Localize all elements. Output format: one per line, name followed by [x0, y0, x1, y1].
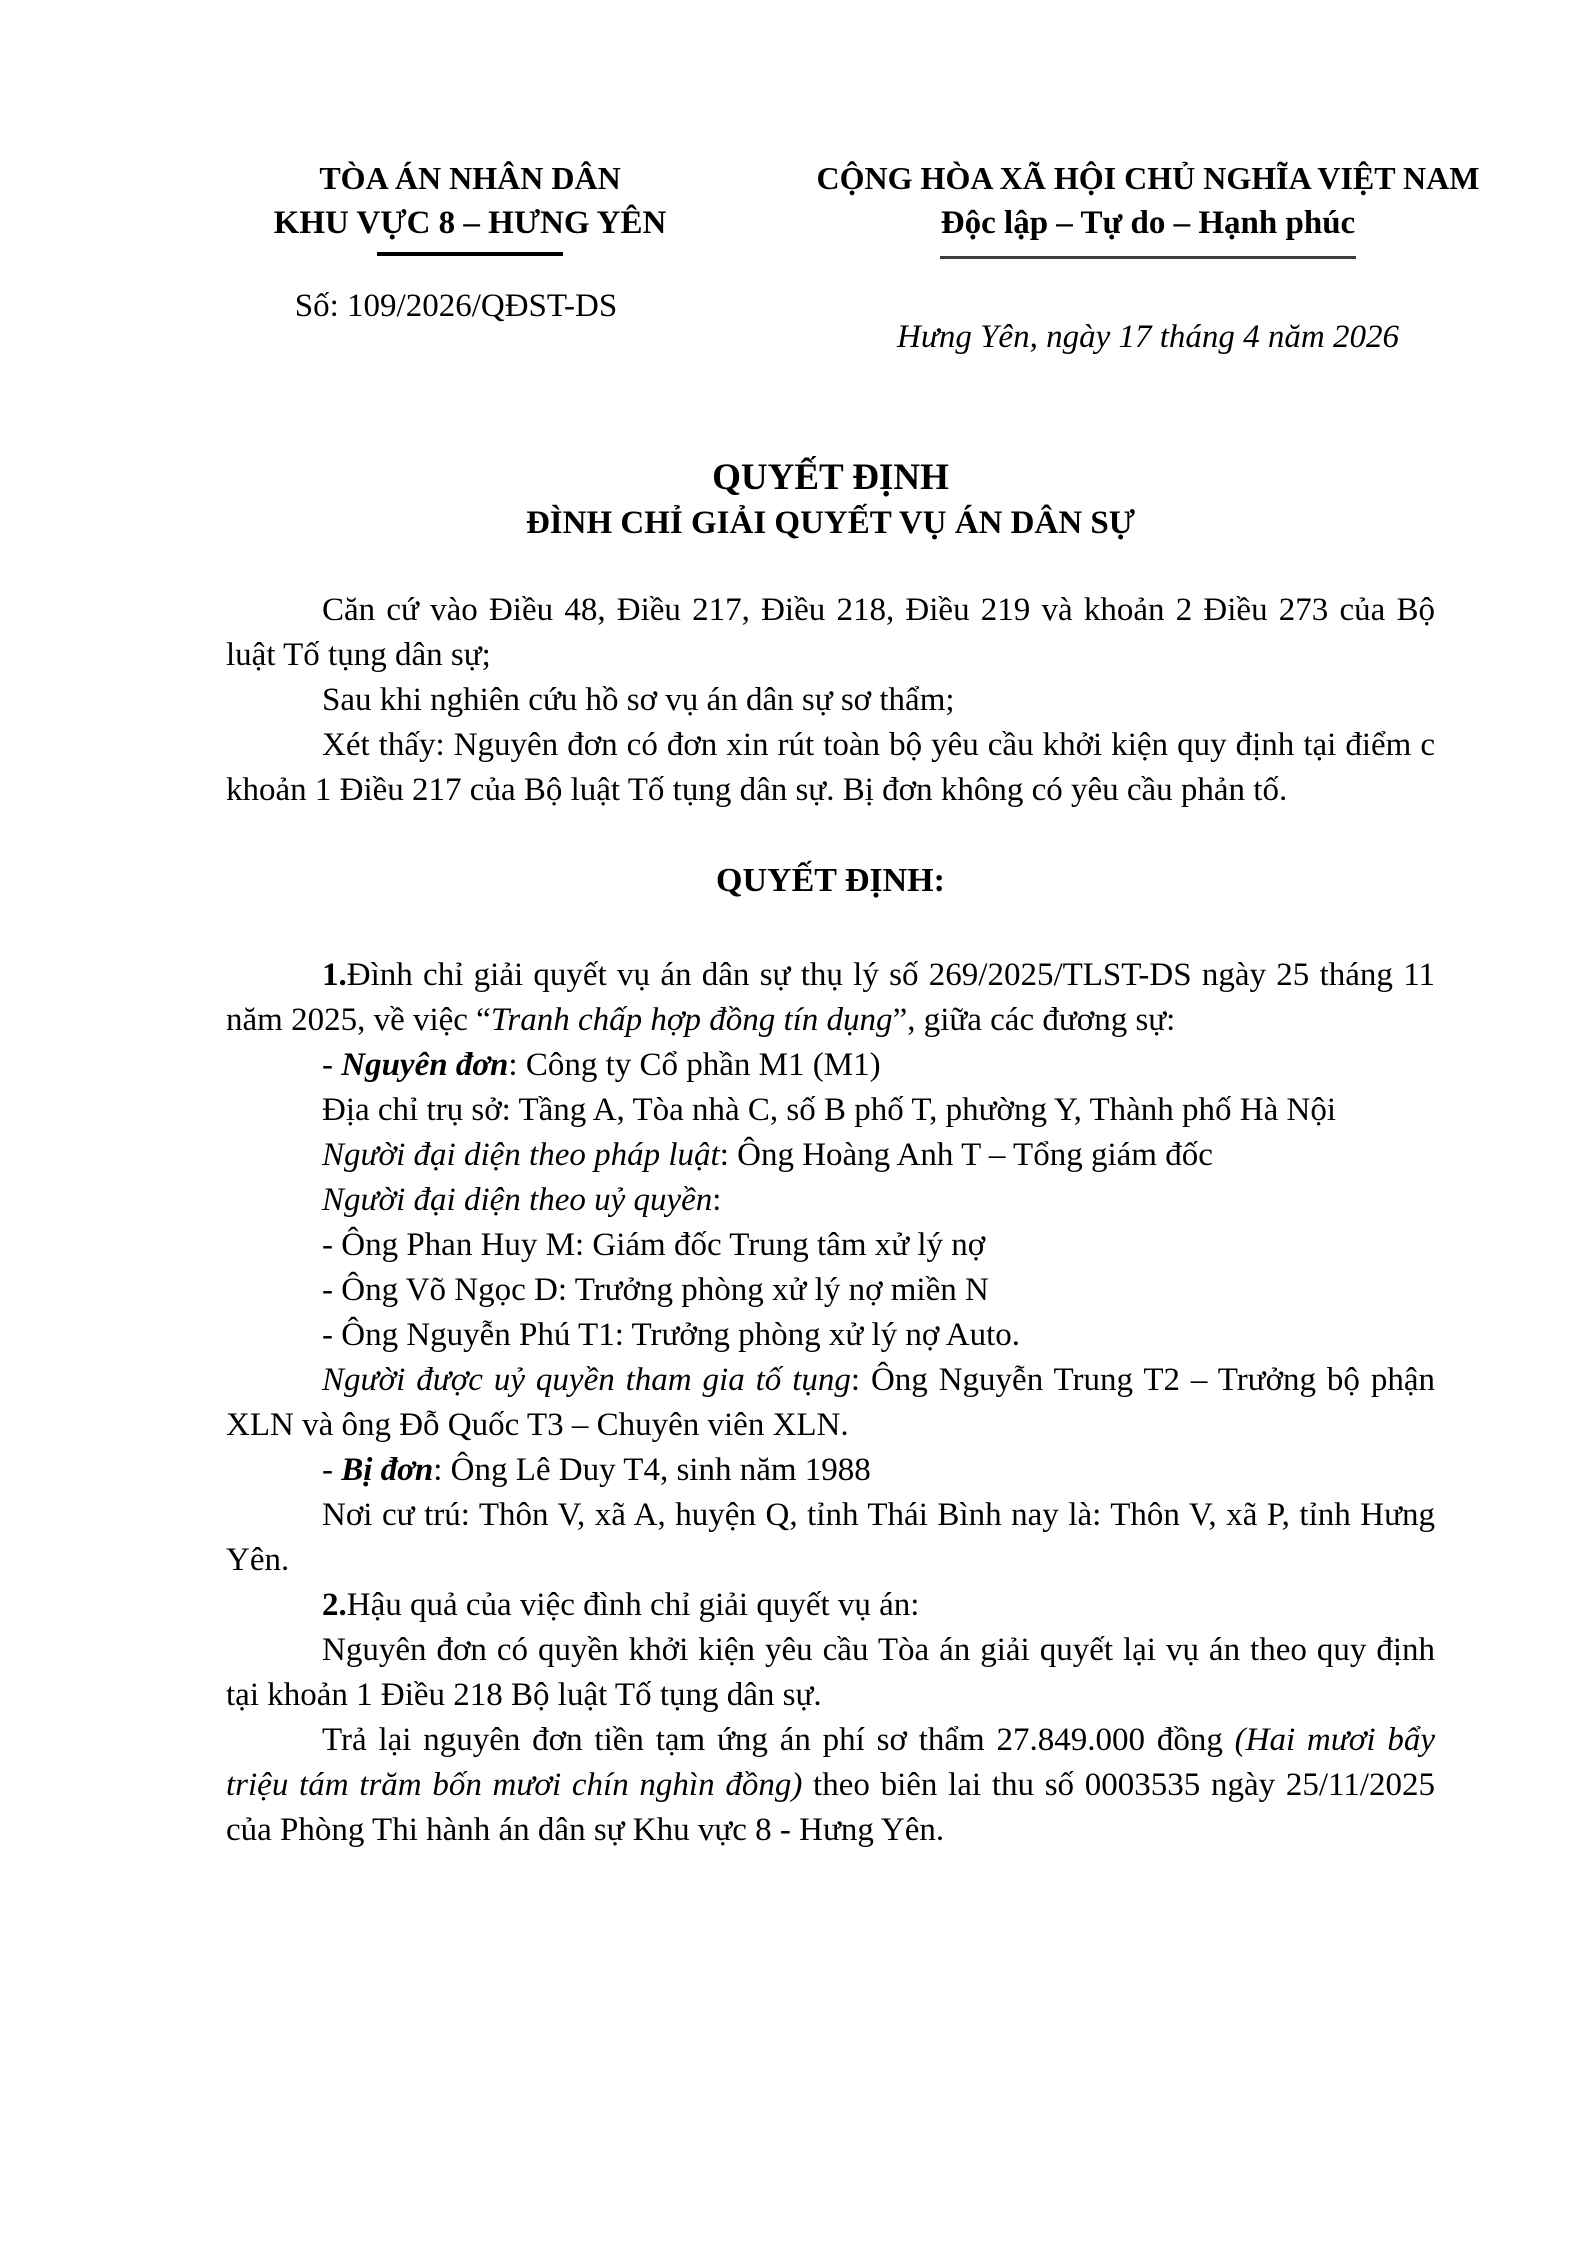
text-run: QUYẾT ĐỊNH:: [716, 862, 945, 899]
paragraph: [226, 1178, 1435, 1223]
text-run: Người được uỷ quyền tham gia tố tụng: [322, 1362, 851, 1398]
paragraph: [226, 1133, 1435, 1178]
text-run: -: [322, 1047, 342, 1083]
court-header-rule: [377, 252, 563, 256]
place-date-line: Hưng Yên, ngày 17 tháng 4 năm 2026: [897, 319, 1399, 355]
text-run: Đình chỉ giải quyết vụ án dân sự thụ lý số 269/2025/TLST-DS ngày 25 tháng 11 năm 2025, về việc “: [226, 957, 1435, 1038]
court-region: KHU VỰC 8 – HƯNG YÊN: [273, 205, 667, 241]
text-run: Nguyên đơn có quyền khởi kiện yêu cầu Tòa án giải quyết lại vụ án theo quy định tại khoản 1 Điều 218 Bộ luật Tố tụng dân sự.: [226, 1632, 1435, 1713]
text-run: : Công ty Cổ phần M1 (M1): [508, 1047, 881, 1083]
document-title: [226, 455, 1435, 546]
document-body: [226, 588, 1435, 1853]
text-run: :: [712, 1182, 722, 1218]
paragraph: [226, 1268, 1435, 1313]
text-run: Người đại diện theo pháp luật: [322, 1137, 720, 1173]
issuing-court-block: [215, 156, 725, 360]
text-run: ”, giữa các đương sự:: [892, 1002, 1176, 1038]
court-name: TÒA ÁN NHÂN DÂN: [319, 160, 621, 196]
text-run: : Ông Hoàng Anh T – Tổng giám đốc: [719, 1137, 1213, 1173]
text-run: Trả lại nguyên đơn tiền tạm ứng án phí sơ thẩm 27.849.000 đồng: [322, 1722, 1235, 1758]
text-run: - Ông Phan Huy M: Giám đốc Trung tâm xử lý nợ: [322, 1227, 986, 1263]
text-run: Hậu quả của việc đình chỉ giải quyết vụ án:: [346, 1587, 920, 1623]
paragraph: [226, 1223, 1435, 1268]
text-run: -: [322, 1452, 342, 1488]
text-run: Tranh chấp hợp đồng tín dụng: [490, 1002, 893, 1038]
document-header: [0, 0, 1586, 360]
paragraph: [226, 1043, 1435, 1088]
text-run: : Ông Nguyễn Trung T2 – Trưởng bộ phận XLN và ông Đỗ Quốc T3 – Chuyên viên XLN.: [226, 1362, 1435, 1443]
text-run: 1.: [322, 957, 347, 993]
national-title: CỘNG HÒA XÃ HỘI CHỦ NGHĨA VIỆT NAM: [816, 160, 1480, 196]
motto-rule: [940, 256, 1356, 259]
paragraph: [226, 1358, 1435, 1448]
text-run: Nơi cư trú: Thôn V, xã A, huyện Q, tỉnh Thái Bình nay là: Thôn V, xã P, tỉnh Hưng Yên.: [226, 1497, 1435, 1578]
paragraph: [226, 953, 1435, 1043]
text-run: Nguyên đơn: [341, 1047, 509, 1083]
decision-number: Số: 109/2026/QĐST-DS: [294, 288, 618, 324]
document-content: [0, 455, 1586, 1853]
text-run: Bị đơn: [341, 1452, 434, 1488]
paragraph: [226, 1313, 1435, 1358]
text-run: - Ông Nguyễn Phú T1: Trưởng phòng xử lý nợ Auto.: [322, 1317, 1021, 1353]
text-run: (Hai mươi bẩy triệu tám trăm bốn mươi chín nghìn đồng): [226, 1722, 1435, 1803]
paragraph: [226, 1448, 1435, 1493]
paragraph: [226, 1088, 1435, 1133]
text-run: : Ông Lê Duy T4, sinh năm 1988: [433, 1452, 871, 1488]
paragraph: [226, 678, 1435, 723]
text-run: Xét thấy: Nguyên đơn có đơn xin rút toàn bộ yêu cầu khởi kiện quy định tại điểm c khoản 1 Điều 217 của Bộ luật Tố tụng dân sự. Bị đơn không có yêu cầu phản tố.: [226, 727, 1435, 808]
text-run: Sau khi nghiên cứu hồ sơ vụ án dân sự sơ thẩm;: [322, 682, 955, 718]
national-motto: Độc lập – Tự do – Hạnh phúc: [940, 205, 1356, 241]
paragraph: [226, 1583, 1435, 1628]
paragraph: [226, 1493, 1435, 1583]
text-run: Căn cứ vào Điều 48, Điều 217, Điều 218, Điều 219 và khoản 2 Điều 273 của Bộ luật Tố tụng dân sự;: [226, 592, 1435, 673]
paragraph: [226, 1718, 1435, 1853]
paragraph: [226, 588, 1435, 678]
title-line-1: QUYẾT ĐỊNH: [712, 457, 949, 498]
text-run: 2.: [322, 1587, 347, 1623]
national-motto-block: [725, 156, 1571, 360]
text-run: Người đại diện theo uỷ quyền: [322, 1182, 713, 1218]
text-run: - Ông Võ Ngọc D: Trưởng phòng xử lý nợ miền N: [322, 1272, 989, 1308]
paragraph: [226, 723, 1435, 813]
text-run: Địa chỉ trụ sở: Tầng A, Tòa nhà C, số B phố T, phường Y, Thành phố Hà Nội: [322, 1092, 1337, 1128]
section-heading: [226, 858, 1435, 903]
title-line-2: ĐÌNH CHỈ GIẢI QUYẾT VỤ ÁN DÂN SỰ: [525, 505, 1136, 541]
paragraph: [226, 1628, 1435, 1718]
text-run: theo biên lai thu số 0003535 ngày 25/11/2025 của Phòng Thi hành án dân sự Khu vực 8 - Hưng Yên.: [226, 1767, 1435, 1848]
